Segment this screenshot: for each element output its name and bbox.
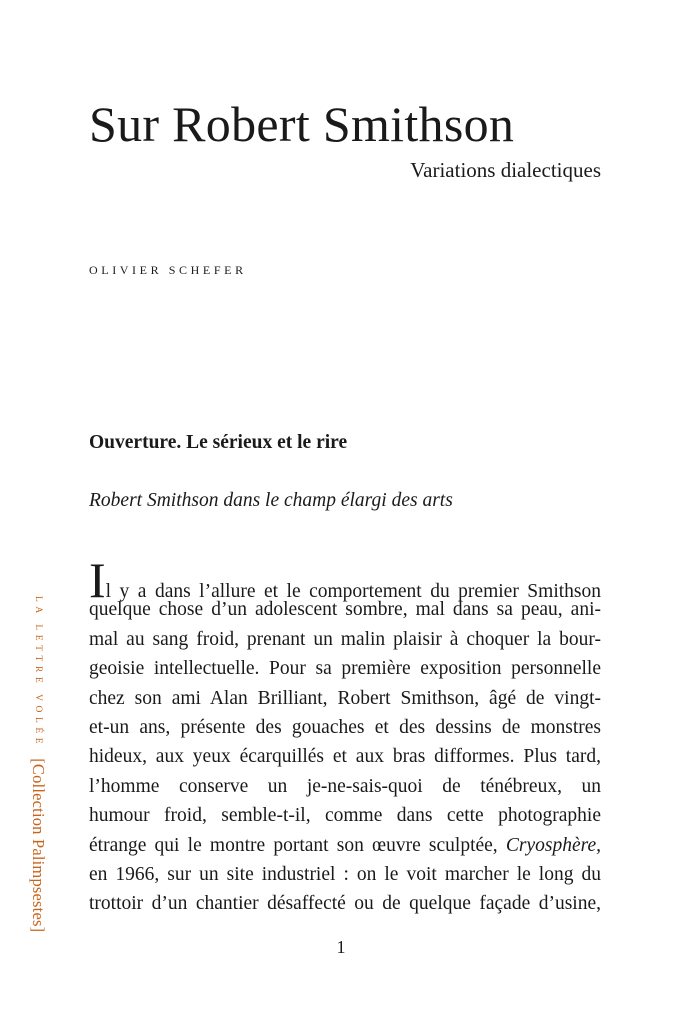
body-line: l’homme conserve un je-ne-sais-quoi de ténébreux, un bbox=[89, 775, 601, 797]
body-line: en 1966, sur un site industriel : on le voit marcher le long du bbox=[89, 863, 601, 885]
body-line bbox=[89, 552, 601, 608]
spine-label bbox=[27, 596, 49, 996]
body-line-text: l y a dans l’allure et le comportement du premier Smithson bbox=[105, 581, 601, 602]
body-line: chez son ami Alan Brilliant, Robert Smithson, âgé de vingt- bbox=[89, 687, 601, 709]
body-line: geoisie intellectuelle. Pour sa première exposition personnelle bbox=[89, 658, 601, 680]
page-number: 1 bbox=[336, 937, 346, 957]
section-title: Ouverture. Le sérieux et le rire bbox=[89, 432, 348, 453]
publisher-imprint: LA LETTRE VOLÉE bbox=[33, 596, 43, 749]
body-line: humour froid, semble-t-il, comme dans cette photographie bbox=[89, 805, 601, 827]
body-text bbox=[89, 552, 602, 919]
artwork-title: Cryosphère, bbox=[505, 834, 602, 856]
body-line: quelque chose d’un adolescent sombre, mal dans sa peau, ani- bbox=[89, 599, 601, 621]
book-subtitle: Variations dialectiques bbox=[410, 158, 601, 182]
body-line: et-un ans, présente des gouaches et des dessins de monstres bbox=[89, 716, 601, 738]
author-name: OLIVIER SCHEFER bbox=[89, 263, 247, 277]
body-line: trottoir d’un chantier désaffecté ou de quelque façade d’usine, bbox=[89, 893, 601, 915]
body-line-text: étrange qui le montre portant son œuvre sculptée, bbox=[89, 834, 498, 856]
body-line bbox=[89, 831, 601, 860]
collection-name: [Collection Palimpsestes] bbox=[29, 758, 48, 933]
body-line: hideux, aux yeux écarquillés et aux bras difformes. Plus tard, bbox=[89, 746, 601, 768]
section-subtitle: Robert Smithson dans le champ élargi des arts bbox=[89, 490, 453, 511]
drop-cap: I bbox=[89, 552, 106, 608]
body-line: mal au sang froid, prenant un malin plaisir à choquer la bour- bbox=[89, 628, 601, 650]
book-title: Sur Robert Smithson bbox=[89, 96, 515, 152]
